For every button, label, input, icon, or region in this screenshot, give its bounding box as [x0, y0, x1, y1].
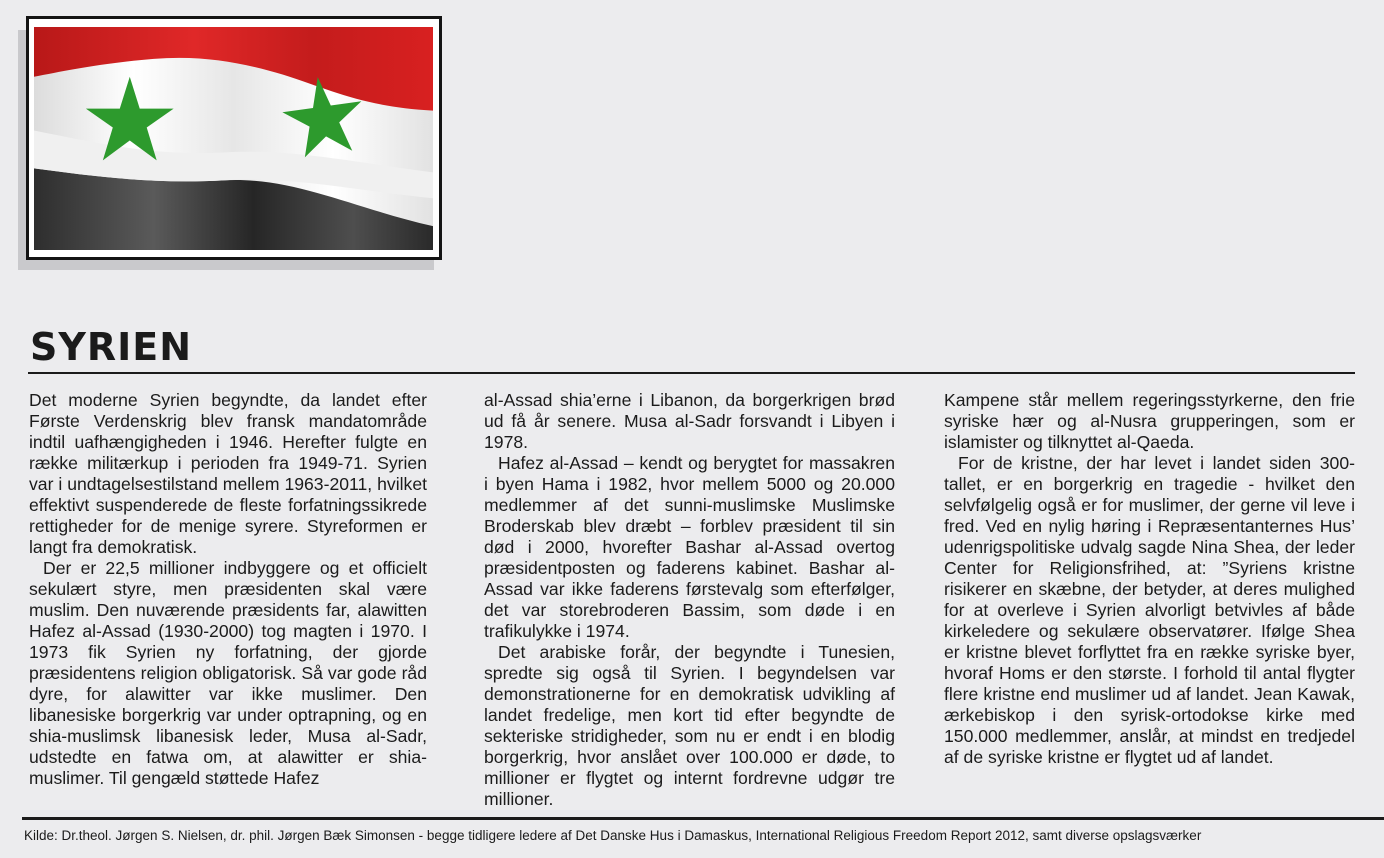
paragraph: Der er 22,5 millioner indbyggere og et officielt sekulært styre, men præsidenten skal være muslim. Den nuværende præsidents far, alawitten Hafez al-Assad (1930-2000) tog magten i 1970. I 1973 fik Syrien ny forfatning, der gjorde præsidentens religion obligatorisk. Så var gode råd dyre, for alawitter var ikke muslimer. Den libanesiske borgerkrig var under optrapning, og en shia-muslimsk libanesisk leder, Musa al-Sadr, udstedte en fatwa om, at alawitter er shia-muslimer. Til gengæld støttede Hafez [29, 558, 427, 788]
page-title: SYRIEN [30, 325, 193, 369]
paragraph: For de kristne, der har levet i landet siden 300-tallet, er en borgerkrig en tragedie - hvilket den selvfølgelig også er for muslimer, der gerne vil leve i fred. Ved en nylig høring i Repræsentanternes Hus’ udenrigspolitiske udvalg sagde Nina Shea, der leder Center for Religionsfrihed, at: ”Syriens kristne risikerer en skæbne, der betyder, at deres mulighed for at overleve i Syrien alvorligt betvivles af både kirkeledere og sekulære observatører. Ifølge Shea er kristne blevet forflyttet fra en række syriske byer, hvoraf Homs er den største. I forhold til antal flygter flere kristne end muslimer ud af landet. Jean Kawak, ærkebiskop i den syrisk-ortodokse kirke med 150.000 medlemmer, anslår, at mindst en tredjedel af de syriske kristne er flygtet ud af landet. [944, 453, 1355, 767]
article-column-1 [29, 390, 427, 789]
flag-image-frame [18, 16, 444, 270]
article-column-2 [484, 390, 895, 810]
paragraph: Det arabiske forår, der begyndte i Tunesien, spredte sig også til Syrien. I begyndelsen var demonstrationerne for en demokratisk udvikling af landet fredelige, men kort tid efter begyndte de sekteriske stridigheder, som nu er endt i en blodig borgerkrig, hvor anslået over 100.000 er døde, to millioner er flygtet og internt fordrevne udgør tre millioner. [484, 642, 895, 809]
article-column-3 [944, 390, 1355, 768]
footer-divider [22, 817, 1384, 820]
source-note: Kilde: Dr.theol. Jørgen S. Nielsen, dr. phil. Jørgen Bæk Simonsen - begge tidligere ledere af Det Danske Hus i Damaskus, International Religious Freedom Report 2012, samt diverse opslagsværker [24, 828, 1202, 843]
paragraph: Det moderne Syrien begyndte, da landet efter Første Verdenskrig blev fransk mandatområde indtil uafhængigheden i 1946. Herefter fulgte en række militærkup i perioden fra 1949-71. Syrien var i undtagelsestilstand mellem 1963-2011, hvilket effektivt suspenderede de fleste forfatningssikrede rettigheder for de menige syrere. Styreformen er langt fra demokratisk. [29, 390, 427, 557]
title-divider [28, 372, 1355, 374]
paragraph: Kampene står mellem regeringsstyrkerne, den frie syriske hær og al-Nusra grupperingen, som er islamister og tilknyttet al-Qaeda. [944, 390, 1355, 452]
paragraph: Hafez al-Assad – kendt og berygtet for massakren i byen Hama i 1982, hvor mellem 5000 og 20.000 medlemmer af det sunni-muslimske Muslimske Broderskab blev dræbt – forblev præsident til sin død i 2000, hvorefter Bashar al-Assad overtog præsidentposten og faderens kabinet. Bashar al-Assad var ikke faderens førstevalg som efterfølger, det var storebroderen Bassim, som døde i en trafikulykke i 1974. [484, 453, 895, 641]
paragraph: al-Assad shia’erne i Libanon, da borgerkrigen brød ud få år senere. Musa al-Sadr forsvandt i Libyen i 1978. [484, 390, 895, 452]
flag-frame [26, 16, 442, 260]
syria-flag-image [34, 27, 433, 250]
